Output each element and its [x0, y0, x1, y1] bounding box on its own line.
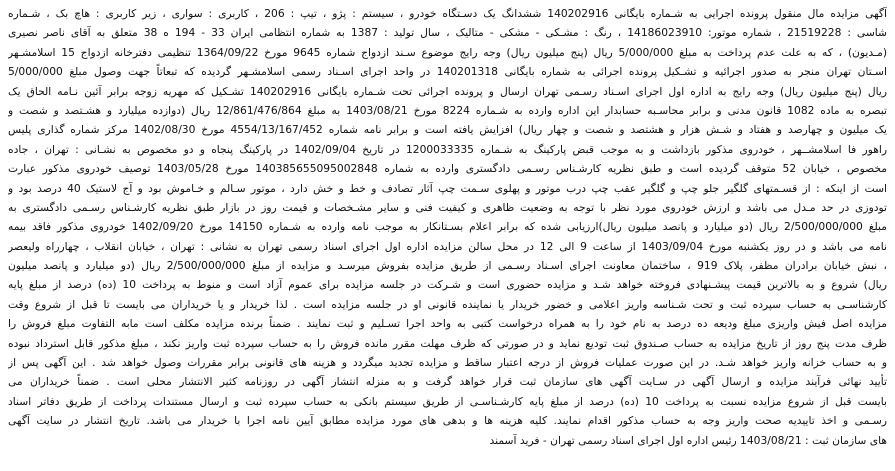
notice-line: نامه می باشد و در روز یکشنبه مورخ 1403/09/04 از ساعت 9 الی 12 در محل سالن مزایده اداره اول اجرای اسناد رسمی تهران به نشانی : تهران ، خیابان انقلاب ، چهارراه ولیعصر	[8, 239, 887, 253]
notice-line: ، نبش خیابان برادران مظفر، پلاک 919 ، ساختمان معاونت اجرای اسـناد رسـمی از طریق مزایده بفروش میرسـد و مزایده از مبلغ 2/500/000/000 ریال (دو میلیارد و پانصد میلیون	[8, 259, 887, 273]
notice-line: راهور فا اسلامشــهر ، خودروی مذکور بازداشت و به موجب قبض پارکینگ به شـماره 1200033335 در تاریخ 1402/09/04 در پارکینگ پنجاه و دو مخصوص به نشـانی : تهران ، جاده	[8, 142, 887, 156]
notice-line: کارشناسـی به حساب سپرده ثبت و تحت شـناسه واریز اعلامی و خضور خریدار یا نماینده قانونی او در جلسه مزایده است . لذا خریدار و یا خریداران می بایست تا قبل از شروع وقت	[8, 297, 887, 311]
notice-line: است از اینکه : از قسـمتهای گلگیر جلو چپ و گلگیر عقب چپ درب موتور و پهلوی سـمت چپ آثار تصادف و خط و خش دارد ، موتور سـالم و خـاموش بود و آج لاستیک 40 درصد بود و	[8, 181, 887, 195]
notice-line: مخصوص ، خیابان 52 متوقف گردیده است و طبق نظریه کارشـناس رسـمی دادگستری وارده به شماره 140385655095002848 مورخ 1403/05/28 توصیف خودروی مذکور عبارت	[8, 162, 887, 176]
notice-line: ریال) شروع و به بالاترین قیمت پیشـنهادی فروخته خواهد شـد و مزایده حضوری است و شـرکت در جلسه مزایده برای عموم آزاد است و منوط به پرداخت 10 (ده) درصد از مبلغ پایه	[8, 278, 887, 292]
notice-line: ریال (پنج میلیون ریال) وجه رایج به اداره اول اجرای اسـناد رسـمی تهران ارسال و پرونده اجرائی تحت شـماره بایگانی 140202916 تشـکیل که مهریه زوجه برابر آئین نـامه الحاق یک	[8, 84, 887, 98]
notice-line: شاسی : 21519228 ، شماره موتور: 14186023910 ، رنگ : مشـکی - مشکی - متالیک ، سال تولید : 1387 به شماره انتظامی ایران 33 - 194 ه 38 متعلق به آقای ناصر نصیری	[8, 26, 887, 40]
notice-line: (مـدیون) ، که به علت عدم پرداخت به مبلغ 5/000/000 ریال (پنج میلیون ریال) وجه رایج موضوع سـند ازدواج شماره 9645 مورخ 1364/09/22 تنظیمی دفترخانه ازدواج 15 اسلامشـهر	[8, 45, 887, 59]
notice-line: تأیید نهائی فرآیند مزایده و ارسال آگهی در سـایت آگهی های سازمان ثبت قرار خواهد گرفت و به منزله انتشار آگهی در روزنامه کثیر الانتشار محلی است . ضمناً خریداران می	[8, 375, 887, 389]
notice-line: و به حساب خزانه واریز خواهد شـد. در این صورت عملیات فروش از درجه اعتبار ساقط و مزایده تجدید میگردد و هزینه های قانونی برابر مقررات وصول خواهد شد . این آگهی پس از	[8, 356, 887, 370]
notice-line: ظرف مدت پنج روز از تاریخ مزایده به حساب صـندوق ثبت تودیع نماید و در صورتی که ظرف مهلت مقرر مانده فروش را به حساب سپرده ثبت واریز نکند ، مبلغ مذکور قابل استرداد نبوده	[8, 336, 887, 350]
notice-line: یک میلیون و چهارصد و هفتاد و شـش هزار و هشتصد و شصت و چهار ریال) افزایش یافته است و برابر نامه شماره 4554/13/167/452 مورخ 1402/08/30 مرکز شماره گذاری پلیس	[8, 123, 887, 137]
notice-line: مبلغ 2/500/000/000 ریال (دو میلیارد و پانصد میلیون ریال)ارزیابی شده که برابر اعلام بسـتانکار به موجب نامه وارده به شـماره 14150 مورخ 1402/09/20 خودروی مذکور فاقد بیمه	[8, 220, 887, 234]
notice-line: رسـمی و اخذ تاییدیه صحت واریز وجه به حساب مذکور اقدام نمایند. کلیه هزینه ها و بدهی های مورد مزایده مطابق آیین نامه اجرا با خریدار می باشد. تاریخ انتشار در سایت آگهی	[8, 414, 887, 428]
notice-line: تبصره به ماده 1082 قانون مدنی و برابر محاسـبه حسابدار این اداره وارده به شـماره 8224 مورخ 1403/08/21 به مبلغ 12/861/476/864 ریال (دوازده میلیارد و هشـتصد و شصت و	[8, 103, 887, 117]
notice-line: بایست قبل از شروع مزایده نسبت به پرداخت 10 (ده) درصد از مبلغ پایه کارشـناسـی از طریق سیستم بانکی به حساب سپرده ثبت و ارسال مستندات پرداخت از طریق دفاتر اسناد	[8, 394, 887, 408]
notice-line: آگهی مزایده مال منقول پرونده اجرایی به شـماره بایگانی 140202916 ششدانگ یک دسـتگاه خودرو ، سیستم : پژو ، تیپ : 206 ، کاربری : سواری ، زیر کاربری : هاچ بک ، شـماره	[8, 7, 887, 20]
notice-signature-line: های سازمان ثبت : 1403/08/21 رئیس اداره اول اجرای اسناد رسمی تهران - فرید آسمند	[489, 433, 887, 447]
notice-line: تودوزی در حد مـدل می باشد و ارزش خودروی مورد نظر با توجه به وضعیت ظاهری و کیفیت فنی و سایر مشـخصات و قیمت روز در بازار طبق نظریه کارشـناس رسـمی دادگستری به	[8, 200, 887, 214]
notice-line: اسـتان تهران منجر به صدور اجرائیه و تشـکیل پرونده اجرائی به شماره بایگانی 140201318 در واحد اجرای اسـناد رسمی اسلامشـهر گردیده که تبعاتاً جهت وصول مبلغ 5/000/000	[8, 65, 887, 79]
notice-line: مزایده اصل فیش واریزی مبلغ ودیعه ده درصد به نام خود را به همراه درخواست کتبی به واحد اجرا تسـلیم و ثبت نمایند . ضمناً برنده مزایده مکلف است مابه التفاوت مبلغ فروش را	[8, 317, 887, 331]
